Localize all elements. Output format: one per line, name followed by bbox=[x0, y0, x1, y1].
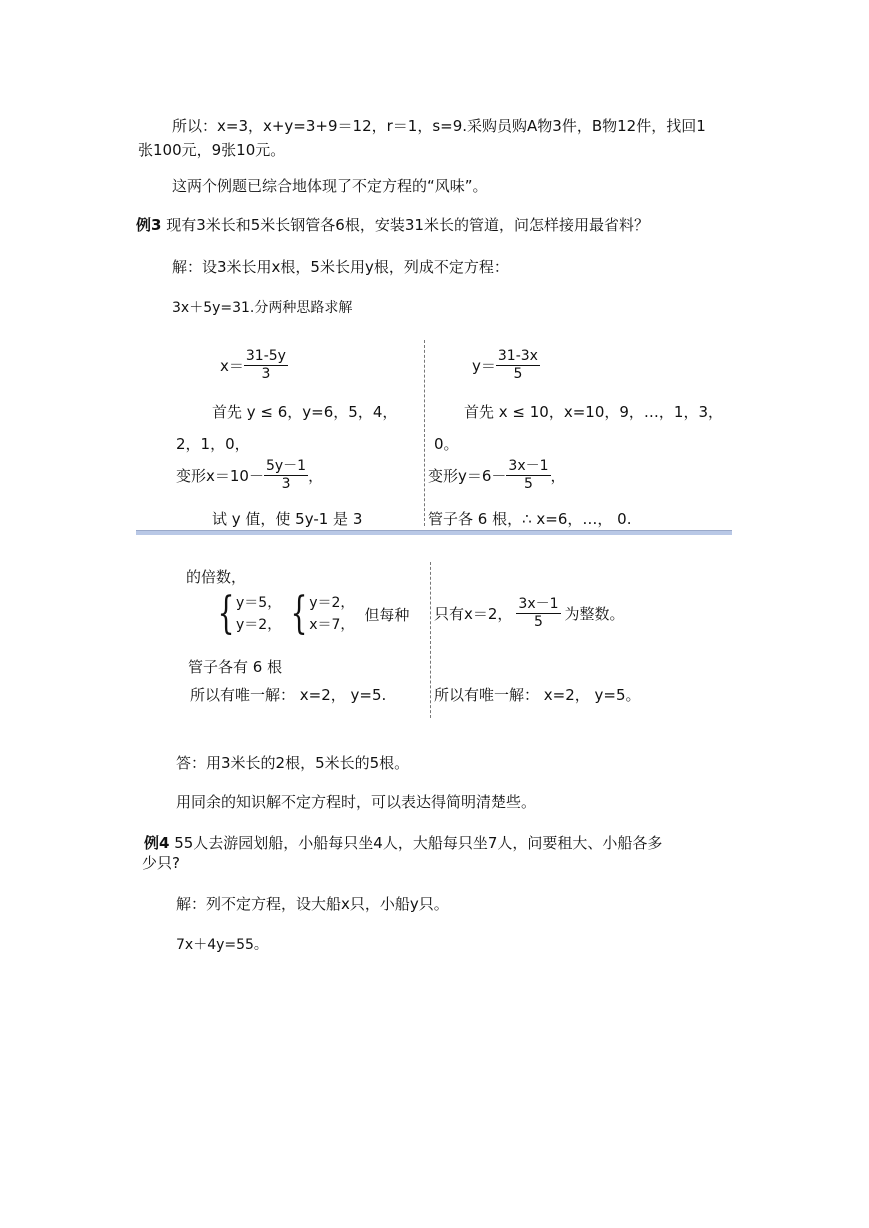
column-divider bbox=[424, 340, 425, 526]
formula-suffix: ， bbox=[308, 467, 324, 485]
left-x-formula bbox=[220, 348, 288, 383]
formula-prefix: x＝ bbox=[220, 357, 244, 375]
formula-suffix: ， bbox=[550, 467, 566, 485]
numerator: 31-3x bbox=[497, 348, 538, 364]
left-systems bbox=[212, 588, 410, 639]
formula-prefix: 只有x＝2， bbox=[434, 605, 513, 623]
paragraph-line: 张100元，9张10元。 bbox=[138, 141, 286, 159]
but-text: 但每种 bbox=[364, 605, 410, 624]
system-line: y＝5， bbox=[236, 595, 282, 611]
fraction bbox=[496, 348, 540, 383]
numerator: 3x－1 bbox=[508, 458, 549, 474]
left-first-cont: 2，1，0， bbox=[176, 435, 250, 453]
right-pipes: 管子各 6 根，∴ x=6，…， 0. bbox=[428, 510, 632, 528]
denominator: 5 bbox=[534, 614, 543, 630]
example-text: 现有3米长和5米长钢管各6根，安装31米长的管道，问怎样接用最省料？ bbox=[166, 216, 649, 234]
equation-system bbox=[309, 592, 354, 636]
formula-prefix: 变形y＝6－ bbox=[428, 467, 507, 485]
fraction bbox=[506, 458, 550, 493]
fraction bbox=[516, 596, 560, 631]
left-first-line: 首先 y ≤ 6，y=6，5，4， bbox=[212, 403, 398, 421]
left-multiple: 的倍数， bbox=[186, 568, 247, 586]
right-only bbox=[434, 596, 625, 631]
left-brace-icon: { bbox=[290, 588, 308, 639]
remark: 用同余的知识解不定方程时，可以表达得简明清楚些。 bbox=[176, 793, 537, 811]
answer: 答：用3米长的2根，5米长的5根。 bbox=[176, 754, 410, 772]
left-brace-icon: { bbox=[217, 588, 235, 639]
example-4-cont: 少只? bbox=[142, 854, 180, 872]
right-first-cont: 0。 bbox=[434, 435, 459, 453]
left-pipes: 管子各有 6 根 bbox=[188, 658, 283, 676]
right-y-formula bbox=[472, 348, 540, 383]
example-4-heading bbox=[144, 832, 662, 853]
denominator: 5 bbox=[513, 366, 523, 382]
example-label: 例4 bbox=[144, 834, 170, 852]
denominator: 3 bbox=[281, 476, 291, 492]
system-line: y＝2， bbox=[309, 595, 355, 611]
paragraph: 这两个例题已综合地体现了不定方程的“风味”。 bbox=[172, 177, 488, 195]
equation: 7x＋4y=55。 bbox=[176, 937, 268, 953]
right-unique: 所以有唯一解： x=2， y=5。 bbox=[434, 686, 641, 704]
left-transform bbox=[176, 458, 323, 493]
numerator: 31-5y bbox=[245, 348, 286, 364]
formula-prefix: 变形x＝10－ bbox=[176, 467, 264, 485]
denominator: 5 bbox=[524, 476, 533, 492]
left-try: 试 y 值，使 5y-1 是 3 bbox=[212, 510, 363, 528]
fraction bbox=[244, 348, 288, 383]
formula-suffix: 为整数。 bbox=[564, 605, 625, 623]
paragraph-line: 所以：x=3，x+y=3+9＝12，r＝1，s=9.采购员购A物3件，B物12件，找回1 bbox=[172, 117, 706, 135]
formula-prefix: y＝ bbox=[472, 357, 496, 375]
equation: 3x＋5y=31.分两种思路求解 bbox=[172, 300, 353, 316]
left-unique: 所以有唯一解： x=2， y=5. bbox=[190, 686, 387, 704]
example-text: 55人去游园划船，小船每只坐4人，大船每只坐7人，问要租大、小船各多 bbox=[174, 834, 663, 852]
denominator: 3 bbox=[261, 366, 271, 382]
numerator: 3x－1 bbox=[518, 596, 559, 612]
right-transform bbox=[428, 458, 566, 493]
example-label: 例3 bbox=[136, 216, 162, 234]
solution-intro: 解：列不定方程，设大船x只，小船y只。 bbox=[176, 895, 449, 913]
numerator: 5y－1 bbox=[265, 458, 307, 474]
equation-system bbox=[236, 592, 281, 636]
right-first-line: 首先 x ≤ 10，x=10，9，…，1，3， bbox=[464, 403, 723, 421]
fraction bbox=[264, 458, 308, 493]
system-line: y＝2， bbox=[236, 617, 282, 633]
example-3-heading bbox=[136, 214, 649, 235]
system-line: x＝7， bbox=[309, 617, 355, 633]
section-separator bbox=[136, 530, 732, 535]
solution-intro: 解：设3米长用x根，5米长用y根，列成不定方程： bbox=[172, 258, 509, 276]
column-divider bbox=[430, 562, 431, 718]
